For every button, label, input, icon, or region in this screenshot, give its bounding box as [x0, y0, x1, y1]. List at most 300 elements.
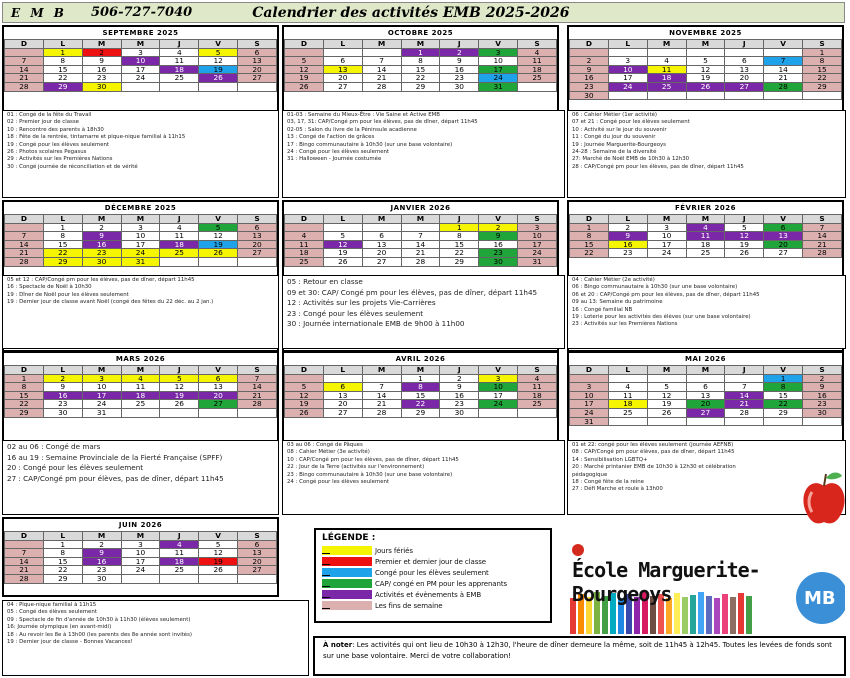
day-cell: 26	[686, 82, 725, 91]
day-cell: 4	[647, 57, 686, 66]
day-header: J	[725, 215, 764, 224]
day-header: S	[803, 366, 842, 375]
day-cell: 11	[686, 232, 725, 241]
day-cell: 4	[686, 223, 725, 232]
day-cell: 26	[199, 566, 238, 575]
month-grid	[284, 39, 557, 92]
day-cell: 9	[82, 549, 121, 558]
day-cell: 2	[82, 48, 121, 57]
day-cell: 12	[160, 383, 199, 392]
day-cell: 27	[238, 566, 277, 575]
note-line: 20 : Congé pour les élèves seulement	[7, 463, 144, 472]
day-cell: 2	[440, 374, 479, 383]
apple-icon	[800, 468, 848, 528]
day-cell: 2	[608, 223, 647, 232]
day-cell: 14	[362, 65, 401, 74]
day-cell: 2	[82, 223, 121, 232]
note-line: 19 : Congé pour les élèves seulement	[7, 141, 110, 148]
day-cell	[647, 91, 686, 100]
day-header: S	[803, 215, 842, 224]
legend-swatch	[322, 546, 372, 555]
day-cell: 7	[5, 549, 44, 558]
day-cell: 21	[764, 74, 803, 83]
day-cell: 5	[647, 383, 686, 392]
day-cell: 26	[199, 249, 238, 258]
day-cell: 7	[238, 374, 277, 383]
day-cell: 19	[686, 74, 725, 83]
day-cell: 17	[518, 240, 557, 249]
day-cell: 30	[82, 574, 121, 583]
day-cell: 18	[518, 391, 557, 400]
day-header: L	[43, 215, 82, 224]
day-header: M	[401, 40, 440, 49]
day-cell: 30	[43, 408, 82, 417]
day-cell: 12	[199, 549, 238, 558]
day-cell: 14	[5, 65, 44, 74]
day-cell	[160, 408, 199, 417]
day-cell: 23	[82, 566, 121, 575]
day-cell: 24	[121, 249, 160, 258]
legend-label: Premier et dernier jour de classe	[375, 557, 487, 566]
day-cell: 13	[238, 57, 277, 66]
day-cell: 13	[362, 240, 401, 249]
day-cell: 17	[570, 400, 609, 409]
day-header: M	[401, 215, 440, 224]
day-cell: 12	[686, 65, 725, 74]
note-line: 13 : Congé de l'action de grâces	[287, 134, 375, 141]
day-cell: 29	[43, 257, 82, 266]
day-cell: 6	[323, 383, 362, 392]
day-cell: 29	[764, 408, 803, 417]
day-header: M	[82, 532, 121, 541]
day-cell: 6	[199, 374, 238, 383]
day-cell: 20	[323, 74, 362, 83]
day-header: J	[725, 366, 764, 375]
day-cell: 9	[43, 383, 82, 392]
day-cell: 7	[5, 57, 44, 66]
day-cell	[238, 257, 277, 266]
day-cell: 3	[518, 223, 557, 232]
day-cell: 4	[160, 223, 199, 232]
day-header: D	[5, 215, 44, 224]
day-cell: 23	[570, 82, 609, 91]
day-cell: 9	[479, 232, 518, 241]
day-header: L	[43, 366, 82, 375]
month-title: JANVIER 2026	[390, 204, 451, 212]
day-header: M	[362, 366, 401, 375]
day-cell: 15	[43, 240, 82, 249]
note-line: 19 : Dîner de Noël pour les élèves seulement	[7, 291, 129, 298]
legend-label: CAP/ congé en PM pour les apprenants	[375, 579, 508, 588]
day-cell: 25	[647, 82, 686, 91]
day-header: M	[121, 40, 160, 49]
day-header: J	[440, 40, 479, 49]
day-cell	[238, 82, 277, 91]
note-line: 20 : Marché printanier EMB de 10h30 à 12h30 et célébration	[572, 464, 736, 471]
day-cell: 1	[764, 374, 803, 383]
day-cell	[238, 574, 277, 583]
day-cell: 3	[608, 57, 647, 66]
day-cell: 6	[238, 540, 277, 549]
note-line: 03 au 06 : Congé de Pâques	[287, 442, 363, 448]
day-cell: 24	[479, 74, 518, 83]
day-cell: 1	[43, 540, 82, 549]
day-cell: 3	[121, 540, 160, 549]
note-line: 10 : Rencontre des parents à 18h30	[7, 126, 104, 133]
day-cell: 18	[518, 65, 557, 74]
note-line: 05 : Retour en classe	[287, 277, 363, 286]
day-cell	[647, 417, 686, 426]
day-cell: 29	[440, 257, 479, 266]
notes-february	[567, 275, 846, 349]
day-cell: 12	[285, 65, 324, 74]
day-cell: 26	[285, 408, 324, 417]
day-cell: 21	[725, 400, 764, 409]
day-cell: 13	[199, 383, 238, 392]
day-cell: 31	[518, 257, 557, 266]
day-cell: 22	[43, 74, 82, 83]
day-cell	[199, 408, 238, 417]
day-cell: 8	[43, 549, 82, 558]
day-cell: 10	[121, 232, 160, 241]
notes-december	[2, 275, 279, 349]
day-cell: 1	[803, 48, 842, 57]
day-cell: 17	[121, 557, 160, 566]
day-cell: 30	[82, 82, 121, 91]
day-header: S	[518, 40, 557, 49]
day-cell: 4	[121, 374, 160, 383]
note-line: 02-05 : Salon du livre de la Péninsule acadienne	[287, 126, 417, 133]
day-cell: 3	[479, 48, 518, 57]
day-cell	[608, 91, 647, 100]
day-cell: 11	[160, 232, 199, 241]
day-header: J	[160, 40, 199, 49]
day-cell: 6	[238, 223, 277, 232]
day-cell: 19	[199, 557, 238, 566]
note-line: 07 et 21 : Congé pour les élèves seulement	[572, 119, 690, 126]
day-cell: 28	[238, 400, 277, 409]
day-cell	[160, 574, 199, 583]
day-cell: 14	[401, 240, 440, 249]
note-line: 29 : Activités sur les Premières Nations	[7, 156, 113, 163]
day-cell: 12	[725, 232, 764, 241]
day-cell: 2	[479, 223, 518, 232]
day-cell: 23	[82, 74, 121, 83]
day-cell: 3	[479, 374, 518, 383]
day-cell: 7	[362, 383, 401, 392]
day-cell: 13	[238, 549, 277, 558]
day-cell: 20	[199, 391, 238, 400]
day-cell	[121, 408, 160, 417]
day-cell: 29	[43, 574, 82, 583]
legend-swatch	[322, 568, 372, 577]
day-cell: 22	[5, 400, 44, 409]
day-cell: 12	[285, 391, 324, 400]
day-cell: 27	[199, 400, 238, 409]
day-cell: 19	[199, 65, 238, 74]
day-cell: 27	[725, 82, 764, 91]
note-line: 17 : Bingo communautaire à 10h30 (sur une base volontaire)	[287, 141, 453, 148]
note-line: 23 : Activités sur les Premières Nations	[572, 321, 678, 328]
legend-item	[322, 545, 544, 556]
day-cell: 22	[764, 400, 803, 409]
day-cell: 11	[518, 57, 557, 66]
day-cell: 7	[803, 223, 842, 232]
day-header: S	[238, 532, 277, 541]
day-header: V	[199, 40, 238, 49]
day-cell: 25	[608, 408, 647, 417]
day-cell: 22	[401, 400, 440, 409]
legend-item	[322, 556, 544, 567]
day-cell: 30	[479, 257, 518, 266]
day-cell: 14	[725, 391, 764, 400]
day-cell: 1	[440, 223, 479, 232]
day-cell: 24	[647, 249, 686, 258]
day-cell	[764, 91, 803, 100]
day-cell: 3	[82, 374, 121, 383]
day-cell	[518, 408, 557, 417]
day-cell: 4	[285, 232, 324, 241]
day-cell: 21	[238, 391, 277, 400]
day-header: V	[764, 366, 803, 375]
day-cell: 9	[82, 57, 121, 66]
day-header: L	[323, 215, 362, 224]
day-cell: 15	[803, 65, 842, 74]
day-cell: 7	[401, 232, 440, 241]
day-header: S	[803, 40, 842, 49]
day-cell: 31	[479, 82, 518, 91]
day-header: V	[764, 40, 803, 49]
day-cell: 29	[43, 82, 82, 91]
day-cell: 2	[570, 57, 609, 66]
day-header: S	[238, 366, 277, 375]
day-cell	[686, 91, 725, 100]
day-cell: 10	[121, 57, 160, 66]
day-cell: 20	[238, 240, 277, 249]
legend-item	[322, 589, 544, 600]
day-cell	[479, 408, 518, 417]
legend-item	[322, 567, 544, 578]
day-cell: 2	[43, 374, 82, 383]
day-cell: 22	[803, 74, 842, 83]
day-cell: 1	[401, 374, 440, 383]
day-cell: 21	[401, 249, 440, 258]
day-cell: 11	[121, 383, 160, 392]
day-header: M	[686, 40, 725, 49]
day-cell: 15	[570, 240, 609, 249]
day-cell: 21	[362, 74, 401, 83]
month-grid	[569, 214, 842, 258]
day-cell: 2	[440, 48, 479, 57]
day-cell: 20	[238, 65, 277, 74]
day-cell: 18	[160, 65, 199, 74]
note-line: 24 : Congé pour les élèves seulement	[287, 479, 390, 486]
day-header: D	[5, 40, 44, 49]
note-line: 19 : Journée Marguerite-Bourgeoys	[572, 141, 666, 148]
note-line: 12 : Activités sur les projets Vie-Carrières	[287, 298, 436, 307]
note-line: 16 au 19 : Semaine Provinciale de la Fierté Française (SPFF)	[7, 452, 223, 462]
day-cell: 28	[5, 257, 44, 266]
day-cell: 19	[199, 240, 238, 249]
note-text: : Les activités qui ont lieu de 10h30 à 12h30, l'heure de dîner demeure la même, soit de 11h45 à 12h45. Toutes les levées de fonds sont sur une base volontaire. Merci de votre collaboration!	[323, 641, 832, 660]
day-cell: 15	[440, 240, 479, 249]
day-cell: 9	[440, 57, 479, 66]
note-line: 01 : Congé de la fête du Travail	[7, 112, 92, 118]
note-line: 18 : Congé fête de la reine	[572, 479, 645, 486]
note-line: 27 : CAP/Congé pm pour élèves, pas de dîner, départ 11h45	[7, 473, 224, 483]
day-cell	[199, 574, 238, 583]
note-line: 08 : CAP/Congé pm pour élèves, pas de dîner, départ 11h45	[572, 449, 735, 456]
legend-swatch	[322, 601, 372, 610]
calendar-june	[2, 517, 279, 597]
day-cell: 19	[285, 74, 324, 83]
note-line: 16 : Congé familial NB	[572, 306, 633, 313]
day-cell: 23	[608, 249, 647, 258]
day-cell: 5	[199, 48, 238, 57]
day-cell	[803, 417, 842, 426]
day-cell	[238, 408, 277, 417]
month-grid	[284, 214, 557, 267]
day-cell: 3	[121, 48, 160, 57]
month-title: SEPTEMBRE 2025	[102, 29, 179, 37]
note-line: 01 et 22: congé pour les élèves seulement (journée AEFNB)	[572, 442, 734, 448]
day-header: M	[686, 366, 725, 375]
day-cell: 13	[238, 232, 277, 241]
day-cell: 10	[608, 65, 647, 74]
note-box	[313, 636, 846, 676]
day-cell: 24	[518, 249, 557, 258]
day-cell	[686, 417, 725, 426]
note-line: 06 : Bingo communautaire à 10h30 (sur une base volontaire)	[572, 284, 738, 291]
day-cell: 18	[608, 400, 647, 409]
day-cell: 10	[82, 383, 121, 392]
day-cell: 28	[5, 574, 44, 583]
legend-label: Congé pour les élèves seulement	[375, 568, 489, 577]
day-header: L	[43, 40, 82, 49]
month-grid	[4, 365, 277, 418]
day-cell: 25	[518, 74, 557, 83]
note-line: 23 : Bingo communautaire à 10h30 (sur une base volontaire)	[287, 471, 453, 478]
day-cell: 24	[570, 408, 609, 417]
legend-swatch	[322, 590, 372, 599]
day-cell: 7	[5, 232, 44, 241]
day-cell: 14	[5, 557, 44, 566]
day-cell: 2	[803, 374, 842, 383]
day-cell: 11	[160, 57, 199, 66]
day-header: L	[608, 40, 647, 49]
note-line: 23 : Congé pour les élèves seulement	[287, 308, 424, 318]
day-cell: 30	[82, 257, 121, 266]
day-header: M	[82, 366, 121, 375]
day-cell: 13	[686, 391, 725, 400]
day-header: S	[238, 215, 277, 224]
day-cell: 16	[440, 391, 479, 400]
school-badge: MB	[804, 588, 836, 609]
day-header: J	[440, 366, 479, 375]
day-cell: 25	[686, 249, 725, 258]
day-cell: 21	[5, 566, 44, 575]
day-cell: 8	[401, 57, 440, 66]
note-line: 09 au 13: Semaine du patrimoine	[572, 299, 663, 306]
day-cell: 16	[479, 240, 518, 249]
day-cell: 9	[608, 232, 647, 241]
day-cell: 19	[160, 391, 199, 400]
day-cell: 16	[82, 65, 121, 74]
day-cell: 28	[5, 82, 44, 91]
month-grid	[284, 365, 557, 418]
day-cell	[725, 91, 764, 100]
note-line: 05 : Congé des élèves seulement	[7, 609, 97, 616]
day-cell: 4	[160, 48, 199, 57]
day-cell: 17	[479, 65, 518, 74]
day-cell	[160, 82, 199, 91]
day-cell: 5	[199, 540, 238, 549]
day-header: V	[479, 366, 518, 375]
day-cell: 8	[440, 232, 479, 241]
day-cell: 10	[647, 232, 686, 241]
day-cell: 28	[401, 257, 440, 266]
day-header: S	[518, 366, 557, 375]
day-cell: 27	[686, 408, 725, 417]
day-cell: 9	[82, 232, 121, 241]
day-cell: 1	[5, 374, 44, 383]
day-cell: 28	[362, 408, 401, 417]
month-title: NOVEMBRE 2025	[669, 29, 742, 37]
day-cell: 7	[725, 383, 764, 392]
day-cell: 25	[285, 257, 324, 266]
day-cell: 26	[647, 408, 686, 417]
note-line: 16: Journée olympique (en avant-midi)	[7, 624, 112, 631]
day-cell: 21	[803, 240, 842, 249]
day-cell: 30	[570, 91, 609, 100]
day-cell: 26	[199, 74, 238, 83]
day-cell: 30	[440, 82, 479, 91]
note-line: 02 au 06 : Congé de mars	[7, 442, 101, 451]
day-cell: 6	[725, 57, 764, 66]
day-cell: 9	[803, 383, 842, 392]
legend-label: Les fins de semaine	[375, 601, 443, 610]
day-cell: 21	[362, 400, 401, 409]
day-cell: 16	[82, 557, 121, 566]
note-line: 28 : CAP/Congé pm pour les élèves, pas de dîner, départ 11h45	[572, 163, 744, 170]
day-header: M	[121, 532, 160, 541]
note-line: 24-28 : Semaine de la diversité	[572, 149, 657, 156]
day-cell: 14	[5, 240, 44, 249]
day-cell: 5	[160, 374, 199, 383]
day-header: L	[608, 215, 647, 224]
note-line: 04 : Pique-nique familial à 11h15	[7, 602, 97, 608]
day-cell: 22	[401, 74, 440, 83]
day-header: V	[479, 215, 518, 224]
school-short: E M B	[11, 5, 67, 20]
day-cell: 8	[43, 57, 82, 66]
day-cell: 15	[43, 65, 82, 74]
day-cell	[764, 417, 803, 426]
day-cell: 5	[199, 223, 238, 232]
legend-label: Activités et évènements à EMB	[375, 590, 482, 599]
day-header: J	[160, 366, 199, 375]
day-header: V	[199, 366, 238, 375]
note-line: 09 et 30: CAP/ Congé pm pour les élèves, pas de dîner, départ 11h45	[287, 287, 538, 297]
day-header: J	[160, 215, 199, 224]
day-cell: 31	[570, 417, 609, 426]
day-header: M	[647, 366, 686, 375]
note-line: 09 : Spectacle de fin d'année de 10h30 à 11h30 (élèves seulement)	[7, 616, 191, 623]
note-line: 02 : Premier jour de classe	[7, 119, 79, 126]
day-cell: 15	[5, 391, 44, 400]
note-line: 22 : Jour de la Terre (activités sur l'environnement)	[287, 464, 425, 471]
month-grid	[4, 214, 277, 267]
